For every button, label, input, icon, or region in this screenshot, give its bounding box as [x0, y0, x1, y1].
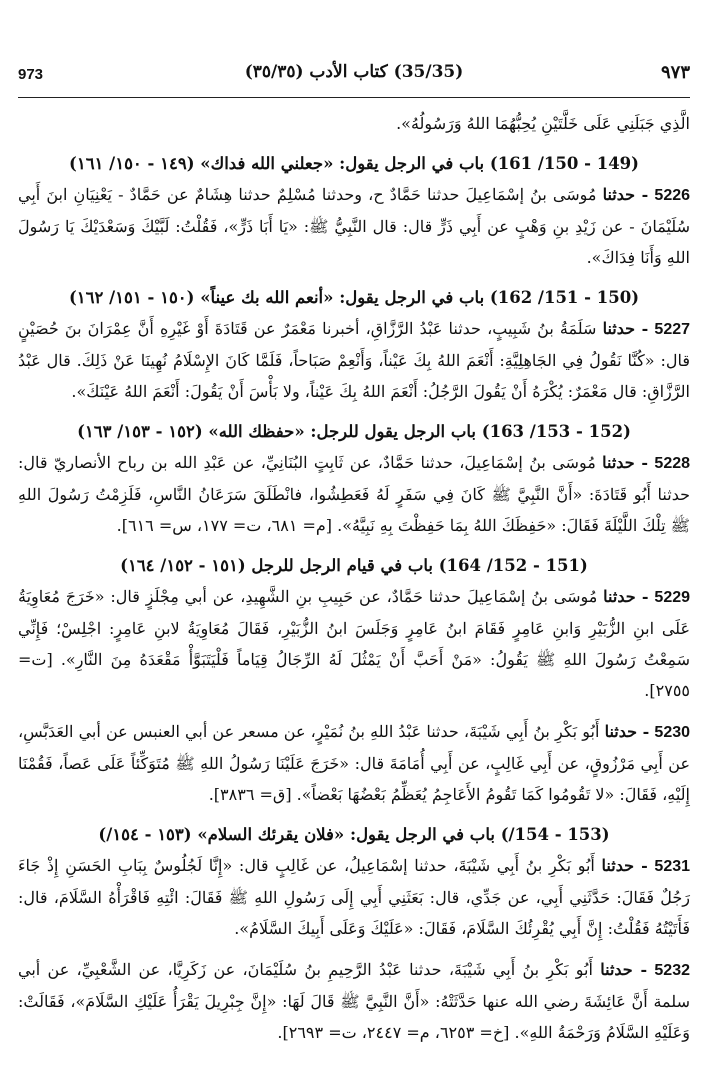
chapter-heading: (151 - 152/ 164) باب في قيام الرجل للرجل (١٥١ - ١٥٢/ ١٦٤): [120, 556, 588, 575]
hadith-lead: - حدثنا: [604, 722, 650, 741]
hadith-text: أَبُو بَكْرِ بنُ أَبِي شَيْبَةَ، حدثنا إسْمَاعِيلُ، عن غَالِبٍ قال: «إِنَّا لَجُلُوسٌ بِبَابِ الحَسَنِ إِذْ جَاءَ رَجُلٌ فَقَالَ: حَدَّثَنِي أَبِي، عن جَدِّي، قال: بَعَثَنِي أَبِي إِلَى رَسُولِ اللهِ ﷺ فَقَالَ: ائْتِهِ فَاقْرَأْهُ السَّلَامَ، قال: فَأَتَيْتُهُ فَقُلْتُ: إِنَّ أَبِي يُقْرِئُكَ السَّلَامَ، فَقَالَ: «عَلَيْكَ وَعَلَى أَبِيكَ السَّلَامُ».: [18, 856, 690, 938]
hadith-number: 5228: [654, 455, 691, 472]
hadith-5232: [18, 954, 690, 1048]
chapter-heading: (153 - 154/) باب في الرجل يقول: «فلان يقرئك السلام» (١٥٣ - ١٥٤/): [98, 825, 610, 844]
book-page: [18, 0, 690, 1081]
hadith-text: أَبُو بَكْرِ بنُ أَبِي شَيْبَةَ، حدثنا عَبْدُ الرَّحِيمِ بنُ سُلَيْمَانَ، عن زَكَرِيَّا، عن الشَّعْبِيِّ، عن أبي سلمة أَنَّ عَائِشَةَ رضي الله عنها حَدَّثَتْهُ: «أَنَّ النَّبِيَّ ﷺ قَالَ لَهَا: «إِنَّ جِبْرِيلَ يَقْرَأُ عَلَيْكِ السَّلَامَ»، فَقَالَتْ: وَعَلَيْهِ السَّلَامُ وَرَحْمَةُ اللهِ». [خ= ٦٢٥٣، م= ٢٤٤٧، ت= ٢٦٩٣].: [18, 960, 690, 1042]
chapter-heading: (152 - 153/ 163) باب الرجل يقول للرجل: «حفظك الله» (١٥٢ - ١٥٣/ ١٦٣): [77, 422, 631, 441]
hadith-5228: [18, 447, 690, 541]
hadith-5230: [18, 716, 690, 810]
section: [18, 820, 690, 1048]
page-number-latin: 973: [18, 66, 44, 83]
page-number-arabic: ٩٧٣: [660, 62, 690, 83]
hadith-number: 5229: [654, 589, 691, 606]
section: [18, 551, 690, 810]
section: [18, 283, 690, 407]
hadith-number: 5231: [654, 858, 691, 875]
chapter-heading: (149 - 150/ 161) باب في الرجل يقول: «جعلني الله فداك» (١٤٩ - ١٥٠/ ١٦١): [69, 154, 639, 173]
hadith-text: مُوسَى بنُ إسْمَاعِيلَ حدثنا حَمَّادٌ، عن حَبِيبِ بنِ الشَّهِيدِ، عن أبي مِجْلَزٍ قال: «خَرَجَ مُعَاوِيَةُ عَلَى ابنِ الزُّبَيْرِ وَابنِ عَامِرٍ فَقَامَ ابنُ عَامِرٍ وَجَلَسَ ابنُ الزُّبَيْرِ، فَقَالَ مُعَاوِيَةُ لابنِ عَامِرٍ: اجْلِسْ؛ فَإِنِّي سَمِعْتُ رَسُولَ اللهِ ﷺ يَقُولُ: «مَنْ أَحَبَّ أَنْ يَمْثُلَ لَهُ الرِّجَالُ قِيَاماً فَلْيَتَبَوَّأْ مَقْعَدَهُ مِنَ النَّارِ». [ت= ٢٧٥٥].: [18, 587, 690, 700]
intro-text: الَّذِي جَبَلَنِي عَلَى خَلَّتَيْنِ يُحِبُّهُمَا اللهُ وَرَسُولُهُ».: [396, 114, 690, 133]
hadith-5226: [18, 179, 690, 273]
hadith-lead: - حدثنا: [603, 587, 649, 606]
hadith-text: مُوسَى بنُ إسْمَاعِيلَ حدثنا حَمَّادٌ ح، وحدثنا مُسْلِمٌ حدثنا هِشَامٌ عن حَمَّادٌ - يَعْنِيَانِ ابنَ أَبِي سُلَيْمَانَ - عن زَيْدِ بنِ وَهْبٍ عن أَبِي ذَرٍّ قال: قال النَّبِيُّ ﷺ: «يَا أَبَا ذَرٍّ»، فَقُلْتُ: لَبَّيْكَ وَسَعْدَيْكَ يَا رَسُولَ اللهِ وَأَنَا فِدَاكَ».: [18, 185, 691, 267]
hadith-number: 5232: [654, 962, 690, 979]
running-title: (35/35) كتاب الأدب (٣٥/٣٥): [244, 62, 464, 82]
hadith-number: 5230: [654, 724, 691, 741]
hadith-number: 5227: [654, 321, 691, 338]
hadith-text: سَلَمَةُ بنُ شَبِيبٍ، حدثنا عَبْدُ الرَّزَّاقِ، أخبرنا مَعْمَرٌ عن قَتَادَةَ أَوْ غَيْرِهِ أَنَّ عِمْرَانَ بنَ حُصَيْنٍ قال: «كُنَّا نَقُولُ فِي الجَاهِلِيَّةِ: أَنْعَمَ اللهُ بِكَ عَيْناً، وَأَنْعِمْ صَبَاحاً، فَلَمَّا كَانَ الإِسْلَامُ نُهِينَا عَنْ ذَلِكَ. قال عَبْدُ الرَّزَّاقِ: قال مَعْمَرٌ: يُكْرَهُ أَنْ يَقُولَ الرَّجُلُ: أَنْعَمَ اللهُ بِكَ عَيْناً، ولا بَأْسَ أَنْ يَقُولَ: أَنْعَمَ اللهُ عَيْنَكَ».: [18, 319, 690, 401]
section: [18, 417, 690, 541]
hadith-lead: - حدثنا: [600, 960, 648, 979]
hadith-lead: - حدثنا: [601, 856, 648, 875]
hadith-5231: [18, 850, 690, 944]
page-header: [18, 62, 690, 90]
page-content: [18, 108, 690, 1048]
hadith-5227: [18, 313, 690, 407]
hadith-5229: [18, 581, 690, 706]
hadith-number: 5226: [654, 187, 691, 204]
hadith-text: أَبُو بَكْرِ بنُ أَبِي شَيْبَةَ، حدثنا عَبْدُ اللهِ بنُ نُمَيْرٍ، عن مسعر عن أبي العنبس عن أبي العَدَبَّسِ، عن أَبِي مَرْزُوقٍ، عن أَبِي غَالِبٍ، عن أَبِي أُمَامَةَ قال: «خَرَجَ عَلَيْنَا رَسُولُ اللهِ ﷺ مُتَوَكِّئاً عَلَى عَصاً، فَقُمْنَا إِلَيْهِ، فَقَالَ: «لا تَقُومُوا كَمَا تَقُومُ الأَعَاجِمُ يُعَظِّمُ بَعْضُهَا بَعْضاً». [ق= ٣٨٣٦].: [18, 722, 690, 804]
chapter-heading: (150 - 151/ 162) باب في الرجل يقول: «أنعم الله بك عيناً» (١٥٠ - ١٥١/ ١٦٢): [68, 288, 640, 307]
hadith-lead: - حدثنا: [602, 453, 649, 472]
hadith-lead: - حدثنا: [602, 185, 649, 204]
hadith-text: مُوسَى بنُ إسْمَاعِيلَ، حدثنا حَمَّادٌ، عن ثَابِتٍ البُنَانِيِّ، عن عَبْدِ الله بن رباح الأنصاريّ قال: حدثنا أَبُو قَتَادَةَ: «أَنَّ النَّبِيَّ ﷺ كَانَ فِي سَفَرٍ لَهُ فَعَطِشُوا، فانْطَلَقَ سَرَعَانُ النَّاسِ، فَلَزِمْتُ رَسُولَ اللهِ ﷺ تِلْكَ اللَّيْلَةَ فَقَالَ: «حَفِظَكَ اللهُ بِمَا حَفِظْتَ بِهِ نَبِيَّهُ». [م= ٦٨١، ت= ١٧٧، س= ٦١٦].: [18, 453, 690, 535]
hadith-lead: - حدثنا: [602, 319, 649, 338]
header-divider: [18, 97, 690, 98]
section: [18, 149, 690, 273]
